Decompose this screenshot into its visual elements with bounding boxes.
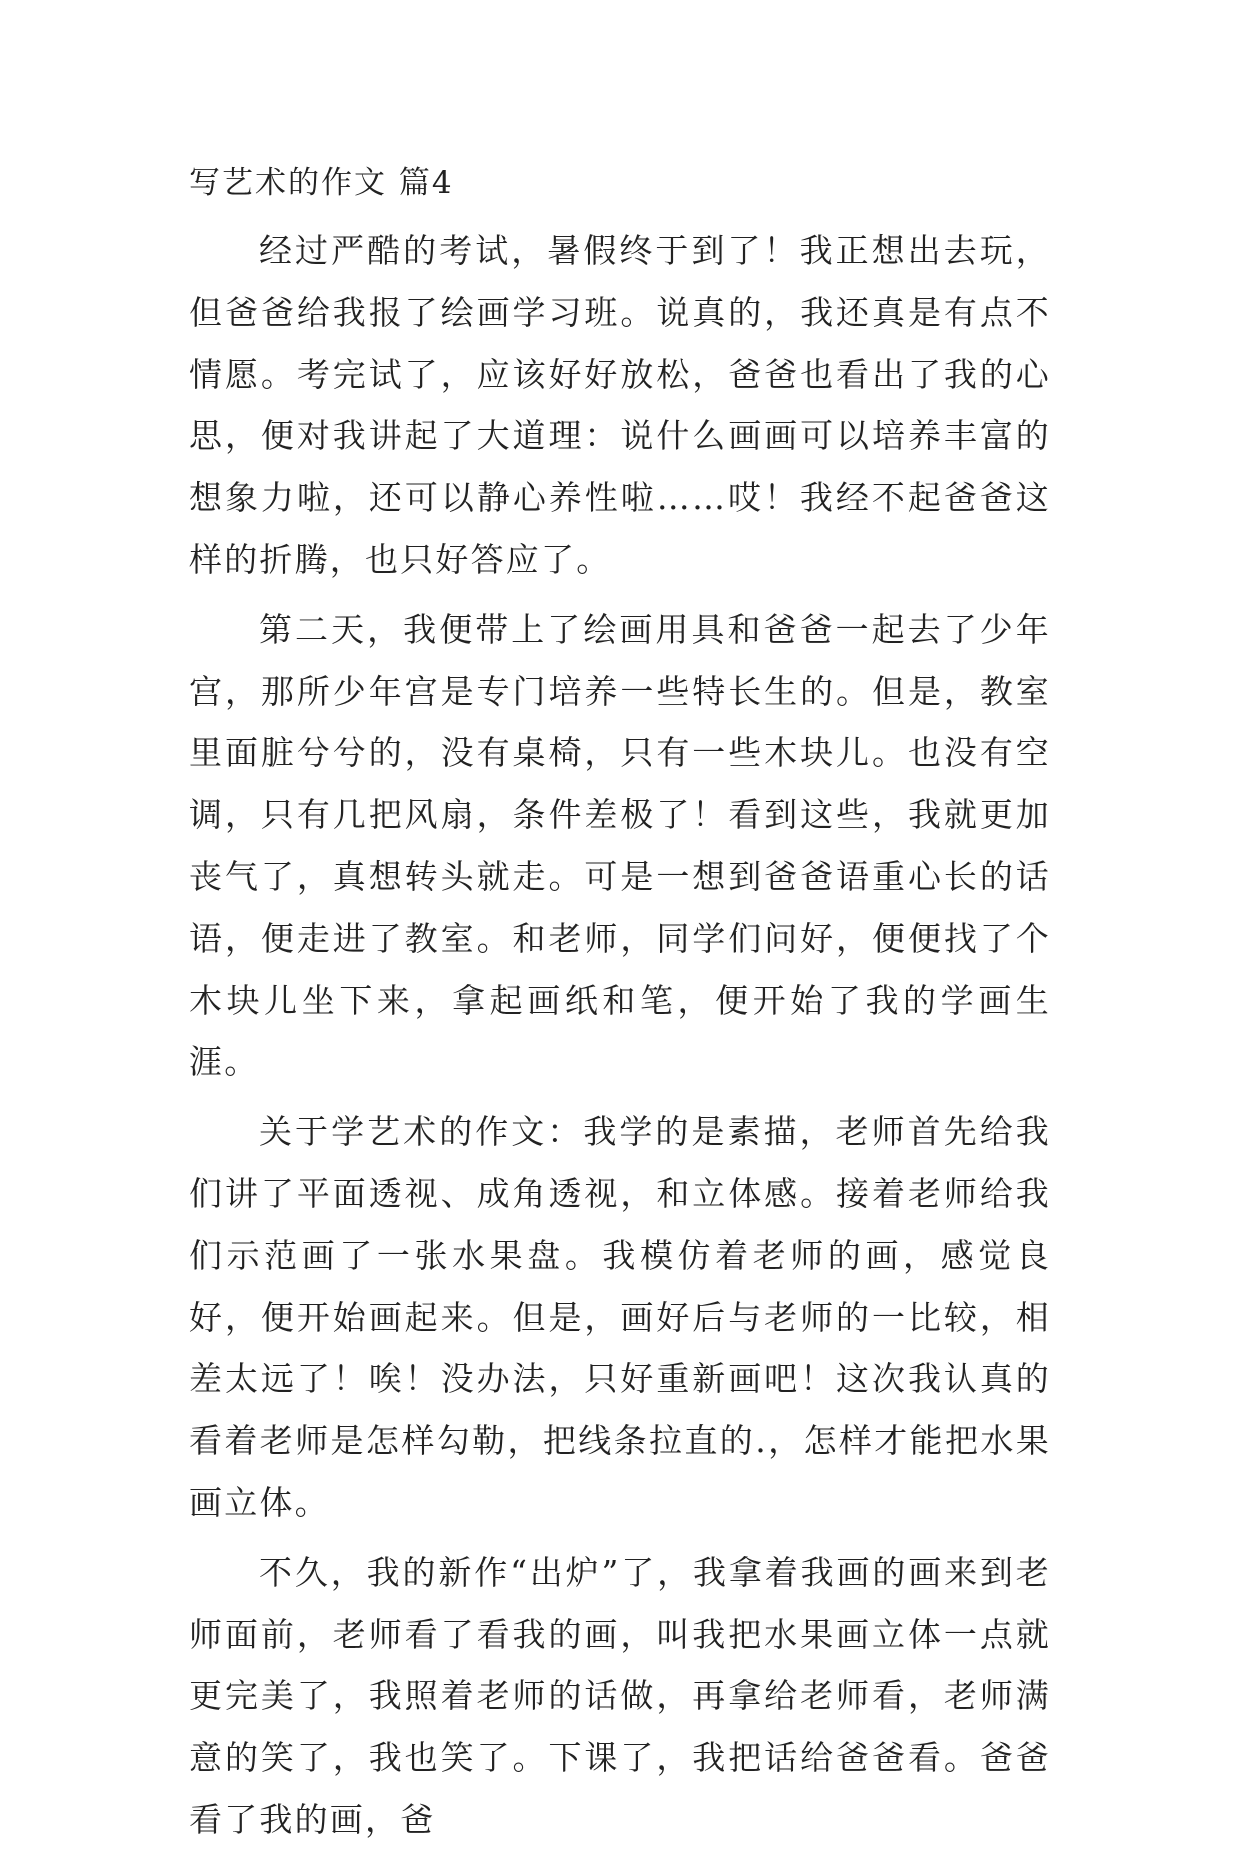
paragraph-3: 关于学艺术的作文：我学的是素描，老师首先给我们讲了平面透视、成角透视，和立体感。接着老师给我们示范画了一张水果盘。我模仿着老师的画，感觉良好，便开始画起来。但是，画好后与老师的一比较，相差太远了！唉！没办法，只好重新画吧！这次我认真的看着老师是怎样勾勒，把线条拉直的.，怎样才能把水果画立体。 xyxy=(189,1112,1051,1522)
paragraph-4: 不久，我的新作“出炉”了，我拿着我画的画来到老师面前，老师看了看我的画，叫我把水果画立体一点就更完美了，我照着老师的话做，再拿给老师看，老师满意的笑了，我也笑了。下课了，我把话给爸爸看。爸爸看了我的画，爸 xyxy=(189,1552,1051,1839)
document-body xyxy=(189,220,1051,1859)
document-title: 写艺术的作文 篇4 xyxy=(189,165,454,201)
paragraph-2: 第二天，我便带上了绘画用具和爸爸一起去了少年宫，那所少年宫是专门培养一些特长生的。但是，教室里面脏兮兮的，没有桌椅，只有一些木块儿。也没有空调，只有几把风扇，条件差极了！看到这些，我就更加丧气了，真想转头就走。可是一想到爸爸语重心长的话语，便走进了教室。和老师，同学们问好，便便找了个木块儿坐下来，拿起画纸和笔，便开始了我的学画生涯。 xyxy=(189,609,1051,1082)
paragraph-1: 经过严酷的考试，暑假终于到了！我正想出去玩，但爸爸给我报了绘画学习班。说真的，我还真是有点不情愿。考完试了，应该好好放松，爸爸也看出了我的心思，便对我讲起了大道理：说什么画画可以培养丰富的想象力啦，还可以静心养性啦……哎！我经不起爸爸这样的折腾，也只好答应了。 xyxy=(189,231,1051,579)
